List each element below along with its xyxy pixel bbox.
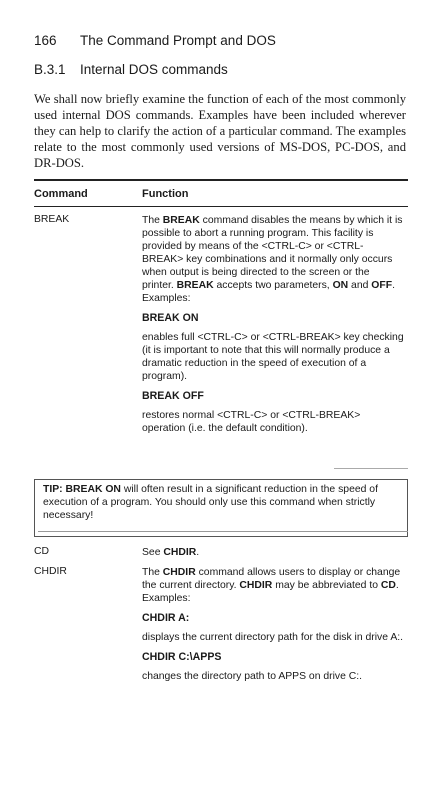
running-title: The Command Prompt and DOS xyxy=(80,33,276,48)
break-example-1: BREAK ON xyxy=(142,312,199,324)
command-cd: CD xyxy=(34,546,50,557)
tip-text: will often result in a significant reduction in the speed of execution of a program. You should only use this command when strictly necessary! xyxy=(43,484,378,521)
tip-top-rule xyxy=(334,468,408,469)
table-top-rule xyxy=(34,179,408,181)
break-example-2-text: restores normal <CTRL-C> or <CTRL-BREAK> operation (i.e. the default condition). xyxy=(142,410,361,434)
chdir-examples-label: Examples: xyxy=(142,593,191,604)
function-chdir xyxy=(142,566,404,683)
chdir-example-1: CHDIR A: xyxy=(142,612,190,624)
page-number: 166 xyxy=(34,33,57,48)
column-header-command: Command xyxy=(34,188,88,200)
running-header xyxy=(34,33,276,48)
section-number: B.3.1 xyxy=(34,62,66,77)
tip-shadow xyxy=(38,531,408,532)
tip-box xyxy=(34,479,408,537)
function-break xyxy=(142,214,404,435)
chdir-example-2-text: changes the directory path to APPS on drive C:. xyxy=(142,671,363,682)
break-example-2: BREAK OFF xyxy=(142,390,204,402)
break-example-1-text: enables full <CTRL-C> or <CTRL-BREAK> key checking (it is important to note that this will normally produce a dramatic reduction in the speed of execution of a program). xyxy=(142,332,404,382)
break-description: The BREAK command disables the means by which it is possible to abort a running program. This facility is provided by means of the <CTRL-C> or <CTRL-BREAK> key combinations and it normally only occurs when output is being directed to the screen or the printer. BREAK accepts two parameters, ON and OFF. xyxy=(142,215,403,291)
tip-command: BREAK ON xyxy=(65,484,121,495)
chdir-description: The CHDIR command allows users to display or change the current directory. CHDIR may be abbreviated to CD. xyxy=(142,567,401,591)
column-header-function: Function xyxy=(142,188,189,200)
chdir-example-2: CHDIR C:\APPS xyxy=(142,651,222,663)
section-heading xyxy=(34,62,228,77)
intro-paragraph: We shall now briefly examine the function of each of the most commonly used internal DOS commands. Examples have been included wherever they can help to clarify the action of a particular command. The examples relate to the most commonly used versions of MS-DOS, PC-DOS, and DR-DOS. xyxy=(34,92,406,170)
section-title: Internal DOS commands xyxy=(80,62,228,77)
command-chdir: CHDIR xyxy=(34,566,67,577)
function-cd: See CHDIR. xyxy=(142,547,200,558)
command-break: BREAK xyxy=(34,214,70,225)
tip-label: TIP: xyxy=(43,484,63,495)
chdir-example-1-text: displays the current directory path for the disk in drive A:. xyxy=(142,632,404,643)
break-examples-label: Examples: xyxy=(142,293,191,304)
table-header-rule xyxy=(34,206,408,207)
